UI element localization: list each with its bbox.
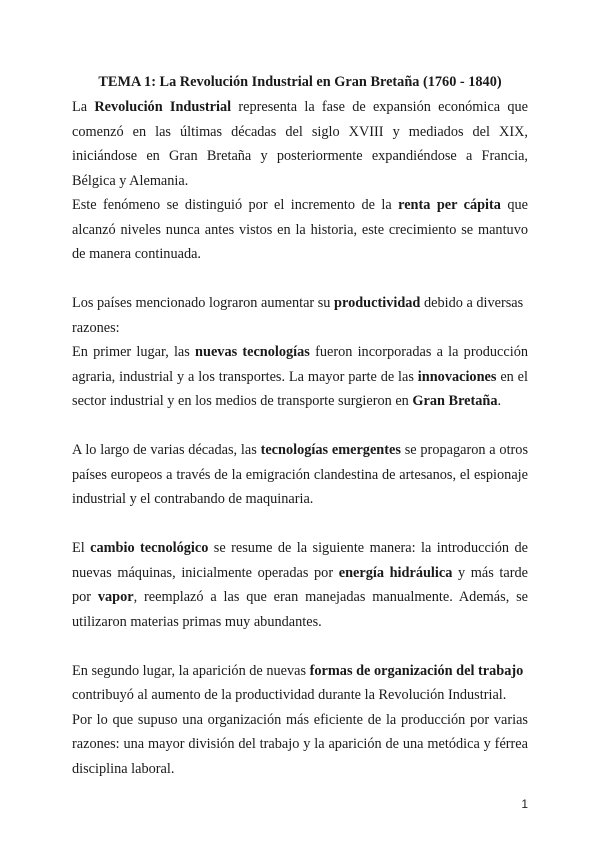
bold-term: tecnologías emergentes (260, 442, 401, 458)
blank-line (72, 634, 528, 659)
text-segment: A lo largo de varias décadas, las (72, 442, 261, 458)
text-segment: Los países mencionado lograron aumentar su (72, 295, 335, 311)
paragraph-division-trabajo (72, 708, 528, 782)
text-segment: se propagaron a otros países europeos a través de la emigración clandestina de artesanos, el espionaje industrial y el contrabando de maquinaria. (72, 442, 529, 507)
bold-term: nuevas tecnologías (195, 344, 310, 360)
text-segment: . (497, 393, 502, 409)
bold-term: formas de organización del trabajo (309, 662, 524, 679)
text-segment: debido a diversas razones: (72, 295, 524, 336)
text-segment: y más tarde por (72, 564, 528, 605)
blank-line (72, 267, 528, 292)
bold-term: energía hidráulica (338, 564, 453, 581)
blank-line (72, 414, 528, 439)
page-number: 1 (521, 797, 528, 811)
paragraph-revolucion (72, 95, 528, 193)
document-title: TEMA 1: La Revolución Industrial en Gran Bretaña (1760 - 1840) (98, 74, 502, 90)
document-body (72, 95, 528, 781)
paragraph-productividad (72, 291, 528, 340)
text-segment: , reemplazó a las que eran manejadas manualmente. Además, se utilizaron materias primas muy abundantes. (72, 589, 528, 630)
text-segment: contribuyó al aumento de la productividad durante la Revolución Industrial. (72, 687, 507, 703)
bold-term: Gran Bretaña (412, 393, 498, 409)
paragraph-renta (72, 193, 528, 267)
text-segment: Este fenómeno se distinguió por el incremento de la (72, 197, 399, 213)
text-segment: que alcanzó niveles nunca antes vistos en la historia, este crecimiento se mantuvo de manera continuada. (72, 197, 529, 262)
bold-term: Revolución Industrial (94, 99, 232, 115)
text-segment: se resume de la siguiente manera: la introducción de nuevas máquinas, inicialmente operadas por (72, 540, 528, 581)
bold-term: renta per cápita (398, 197, 501, 213)
text-segment: En primer lugar, las (72, 344, 196, 360)
text-segment: fueron incorporadas a la producción agraria, industrial y a los transportes. La mayor parte de las (72, 344, 528, 385)
bold-term: vapor (97, 589, 134, 605)
text-segment: representa la fase de expansión económica que comenzó en las últimas décadas del siglo XVIII y mediados del XIX, iniciándose en Gran Bretaña y posteriormente expandiéndose a Francia, Bélgica y Alemania. (72, 99, 528, 189)
text-segment: Por lo que supuso una organización más eficiente de la producción por varias razones: una mayor división del trabajo y la aparición de una metódica y férrea disciplina laboral. (72, 711, 528, 777)
paragraph-organizacion (72, 659, 528, 708)
bold-term: cambio tecnológico (90, 540, 209, 556)
text-segment: En segundo lugar, la aparición de nuevas (72, 662, 310, 679)
bold-term: productividad (334, 295, 421, 311)
blank-line (72, 512, 528, 537)
text-segment: El (72, 540, 91, 556)
bold-term: innovaciones (417, 368, 497, 385)
text-segment: en el sector industrial y en los medios de transporte surgieron en (72, 368, 528, 409)
paragraph-tecnologias-emergentes (72, 438, 528, 512)
text-segment: La (72, 99, 95, 115)
paragraph-cambio-tecnologico (72, 536, 528, 634)
paragraph-nuevas-tecnologias (72, 340, 528, 414)
